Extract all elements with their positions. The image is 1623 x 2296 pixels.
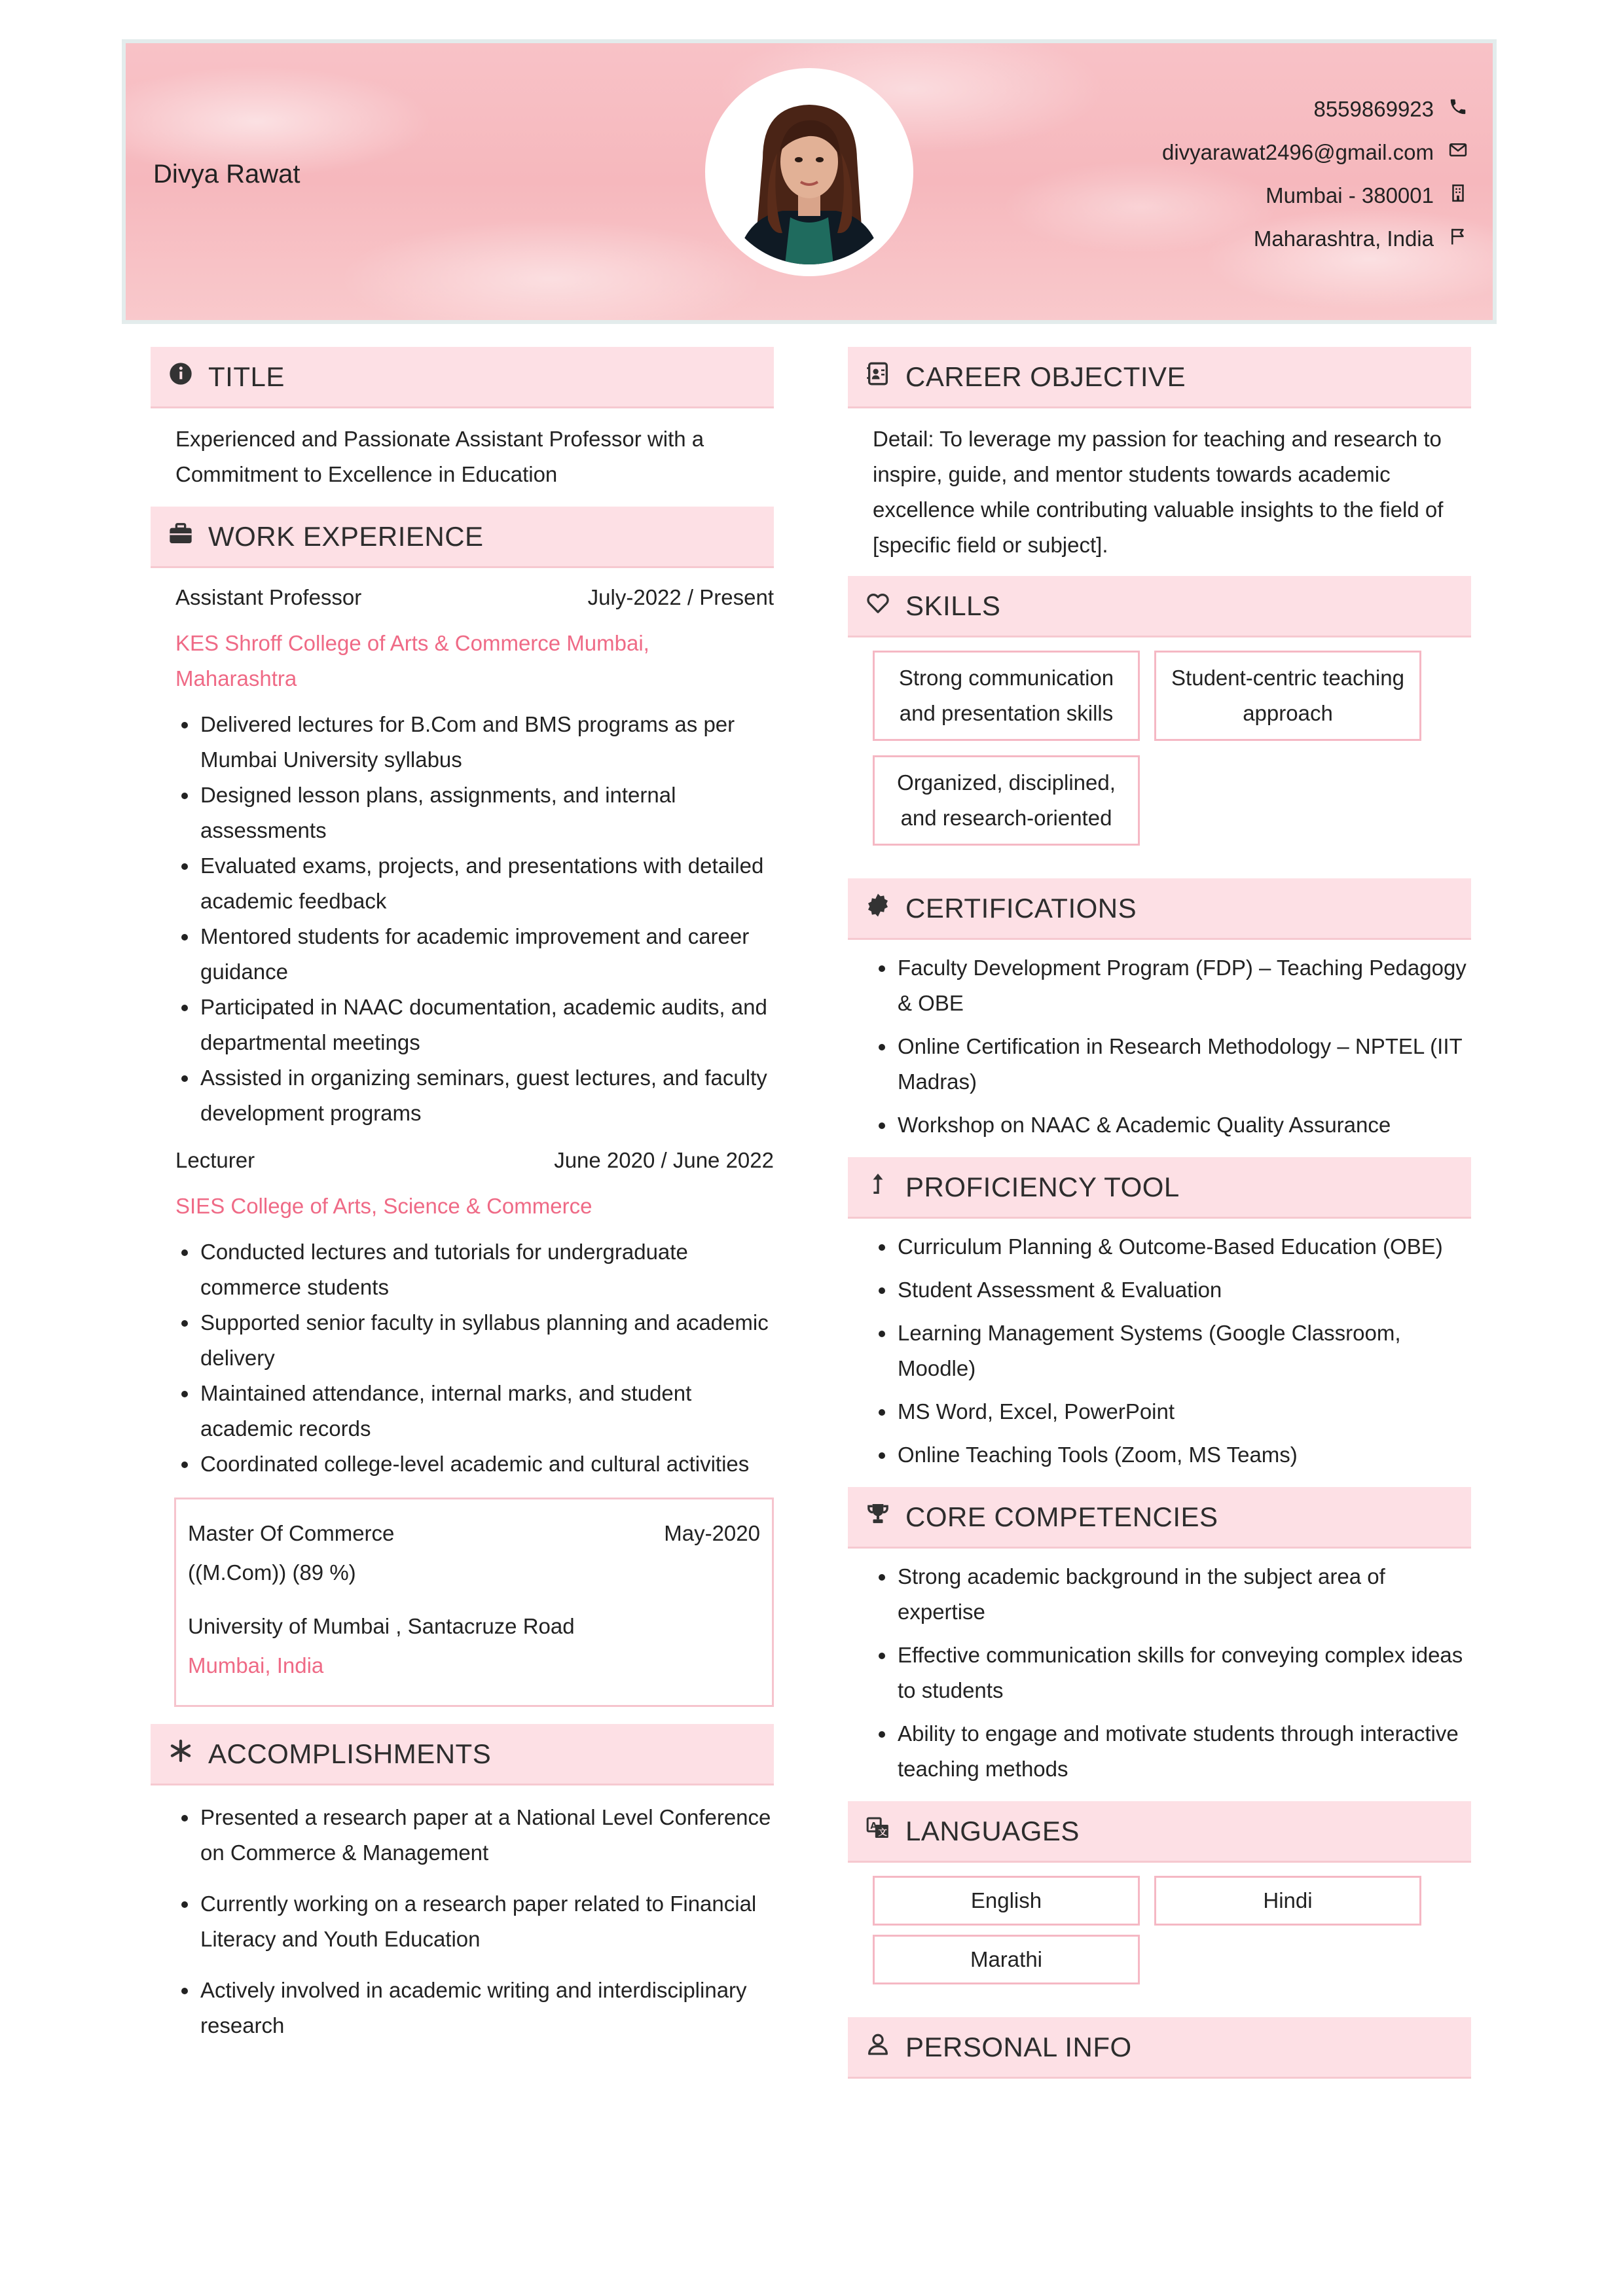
objective-text: Detail: To leverage my passion for teaching and research to inspire, guide, and mentor students towards academic excellence while contributing valuable insights to the field of [specific field or subject]. bbox=[873, 427, 1444, 557]
list-item: • Ability to engage and motivate students through interactive teaching methods bbox=[896, 1716, 1471, 1787]
graduation-date: May-2020 bbox=[664, 1521, 760, 1545]
languages-section-header bbox=[848, 1801, 1471, 1863]
candidate-name: Divya Rawat bbox=[153, 160, 301, 188]
list-item: • Designed lesson plans, assignments, and internal assessments bbox=[199, 778, 774, 848]
contact-email bbox=[1162, 140, 1468, 165]
skill-chip: Student-centric teaching approach bbox=[1154, 651, 1421, 741]
left-column bbox=[151, 347, 774, 2043]
list-item: • Delivered lectures for B.Com and BMS programs as per Mumbai University syllabus bbox=[199, 707, 774, 778]
svg-text:文: 文 bbox=[878, 1827, 888, 1838]
list-item: • Maintained attendance, internal marks, and student academic records bbox=[199, 1376, 774, 1446]
badge-icon bbox=[865, 892, 891, 925]
education-meta bbox=[188, 1514, 760, 1553]
language-chip: English bbox=[873, 1876, 1140, 1926]
skills-heading: SKILLS bbox=[905, 590, 1001, 621]
job-entry bbox=[151, 585, 774, 696]
work-section-header bbox=[151, 507, 774, 568]
proficiency-list bbox=[848, 1229, 1471, 1473]
skill-chip: Organized, disciplined, and research-oriented bbox=[873, 755, 1140, 846]
contact-region bbox=[1254, 226, 1468, 251]
skills-grid bbox=[848, 651, 1471, 846]
certifications-heading: CERTIFICATIONS bbox=[905, 892, 1137, 924]
translate-icon bbox=[865, 1815, 891, 1848]
building-icon bbox=[1448, 183, 1468, 208]
list-item: • Assisted in organizing seminars, guest lectures, and faculty development programs bbox=[199, 1060, 774, 1131]
skill-chip: Strong communication and presentation skills bbox=[873, 651, 1140, 741]
list-item: • Conducted lectures and tutorials for undergraduate commerce students bbox=[199, 1234, 774, 1305]
language-chip: Hindi bbox=[1154, 1876, 1421, 1926]
languages-grid bbox=[848, 1876, 1471, 1984]
job-organization: KES Shroff College of Arts & Commerce Mumbai, Maharashtra bbox=[175, 631, 649, 691]
level-up-arrow-icon bbox=[865, 1171, 891, 1204]
list-item: • Evaluated exams, projects, and presentations with detailed academic feedback bbox=[199, 848, 774, 919]
asterisk-icon bbox=[168, 1738, 194, 1770]
job-dates: July-2022 / Present bbox=[587, 585, 774, 609]
list-item: • Participated in NAAC documentation, academic audits, and departmental meetings bbox=[199, 990, 774, 1060]
job-entry bbox=[151, 1148, 774, 1224]
heart-icon bbox=[865, 590, 891, 622]
email-address: divyarawat2496@gmail.com bbox=[1161, 140, 1434, 164]
job-bullets bbox=[151, 707, 774, 1131]
list-item: • Mentored students for academic improvement and career guidance bbox=[199, 919, 774, 990]
language-chip: Marathi bbox=[873, 1935, 1140, 1984]
skills-section-header bbox=[848, 576, 1471, 637]
list-item: • Currently working on a research paper related to Financial Literacy and Youth Education bbox=[199, 1886, 774, 1957]
flag-icon bbox=[1448, 226, 1468, 251]
svg-text:A: A bbox=[870, 1821, 878, 1831]
list-item: • Presented a research paper at a National Level Conference on Commerce & Management bbox=[199, 1800, 774, 1871]
school-location: Mumbai, India bbox=[188, 1653, 324, 1677]
school-name: University of Mumbai , Santacruze Road bbox=[188, 1614, 575, 1638]
phone-number: 8559869923 bbox=[1313, 97, 1434, 121]
education-card bbox=[174, 1498, 774, 1707]
accomplishments-section-header bbox=[151, 1724, 774, 1785]
city-text: Mumbai - 380001 bbox=[1266, 183, 1434, 207]
work-heading: WORK EXPERIENCE bbox=[208, 520, 484, 552]
profile-photo-frame bbox=[705, 68, 913, 276]
list-item: • Faculty Development Program (FDP) – Teaching Pedagogy & OBE bbox=[896, 950, 1471, 1021]
proficiency-section-header bbox=[848, 1157, 1471, 1219]
region-text: Maharashtra, India bbox=[1253, 226, 1434, 251]
resume-header bbox=[122, 39, 1497, 324]
list-item: • Curriculum Planning & Outcome-Based Education (OBE) bbox=[896, 1229, 1471, 1265]
list-item: • Learning Management Systems (Google Classroom, Moodle) bbox=[896, 1316, 1471, 1386]
list-item: • Student Assessment & Evaluation bbox=[896, 1272, 1471, 1308]
briefcase-icon bbox=[168, 520, 194, 553]
objective-heading: CAREER OBJECTIVE bbox=[905, 361, 1186, 392]
personal-info-heading: PERSONAL INFO bbox=[905, 2031, 1132, 2062]
list-item: • Online Certification in Research Methodology – NPTEL (IIT Madras) bbox=[896, 1029, 1471, 1100]
envelope-icon bbox=[1448, 140, 1468, 165]
proficiency-heading: PROFICIENCY TOOL bbox=[905, 1171, 1180, 1202]
job-dates: June 2020 / June 2022 bbox=[554, 1148, 774, 1172]
user-icon bbox=[865, 2031, 891, 2064]
phone-icon bbox=[1448, 97, 1468, 122]
title-section-header bbox=[151, 347, 774, 408]
job-meta bbox=[175, 585, 774, 610]
title-text: Experienced and Passionate Assistant Professor with a Commitment to Excellence in Education bbox=[175, 427, 704, 486]
job-organization: SIES College of Arts, Science & Commerce bbox=[175, 1194, 593, 1218]
job-role: Lecturer bbox=[175, 1148, 255, 1172]
accomplishments-list bbox=[151, 1800, 774, 2043]
list-item: • Workshop on NAAC & Academic Quality Assurance bbox=[896, 1107, 1471, 1143]
list-item: • Actively involved in academic writing and interdisciplinary research bbox=[199, 1973, 774, 2043]
list-item: • Online Teaching Tools (Zoom, MS Teams) bbox=[896, 1437, 1471, 1473]
right-column bbox=[848, 347, 1471, 2079]
contact-phone bbox=[1313, 97, 1468, 122]
job-meta bbox=[175, 1148, 774, 1173]
list-item: • Effective communication skills for conveying complex ideas to students bbox=[896, 1638, 1471, 1708]
degree-name: Master Of Commerce bbox=[188, 1521, 395, 1545]
certifications-list bbox=[848, 950, 1471, 1143]
job-role: Assistant Professor bbox=[175, 585, 362, 609]
trophy-icon bbox=[865, 1501, 891, 1534]
competencies-heading: CORE COMPETENCIES bbox=[905, 1501, 1218, 1532]
contact-city bbox=[1266, 183, 1468, 208]
title-heading: TITLE bbox=[208, 361, 285, 392]
personal-info-section-header bbox=[848, 2017, 1471, 2079]
objective-section-header bbox=[848, 347, 1471, 408]
degree-grade: ((M.Com)) (89 %) bbox=[188, 1560, 356, 1585]
list-item: • Supported senior faculty in syllabus planning and academic delivery bbox=[199, 1305, 774, 1376]
accomplishments-heading: ACCOMPLISHMENTS bbox=[208, 1738, 492, 1769]
list-item: • Coordinated college-level academic and cultural activities bbox=[199, 1446, 774, 1482]
list-item: • Strong academic background in the subject area of expertise bbox=[896, 1559, 1471, 1630]
profile-photo bbox=[717, 80, 902, 264]
competencies-list bbox=[848, 1559, 1471, 1787]
list-item: • MS Word, Excel, PowerPoint bbox=[896, 1394, 1471, 1429]
contact-card-icon bbox=[865, 361, 891, 393]
languages-heading: LANGUAGES bbox=[905, 1815, 1080, 1846]
competencies-section-header bbox=[848, 1487, 1471, 1549]
job-bullets bbox=[151, 1234, 774, 1482]
certifications-section-header bbox=[848, 878, 1471, 940]
info-icon bbox=[168, 361, 194, 393]
